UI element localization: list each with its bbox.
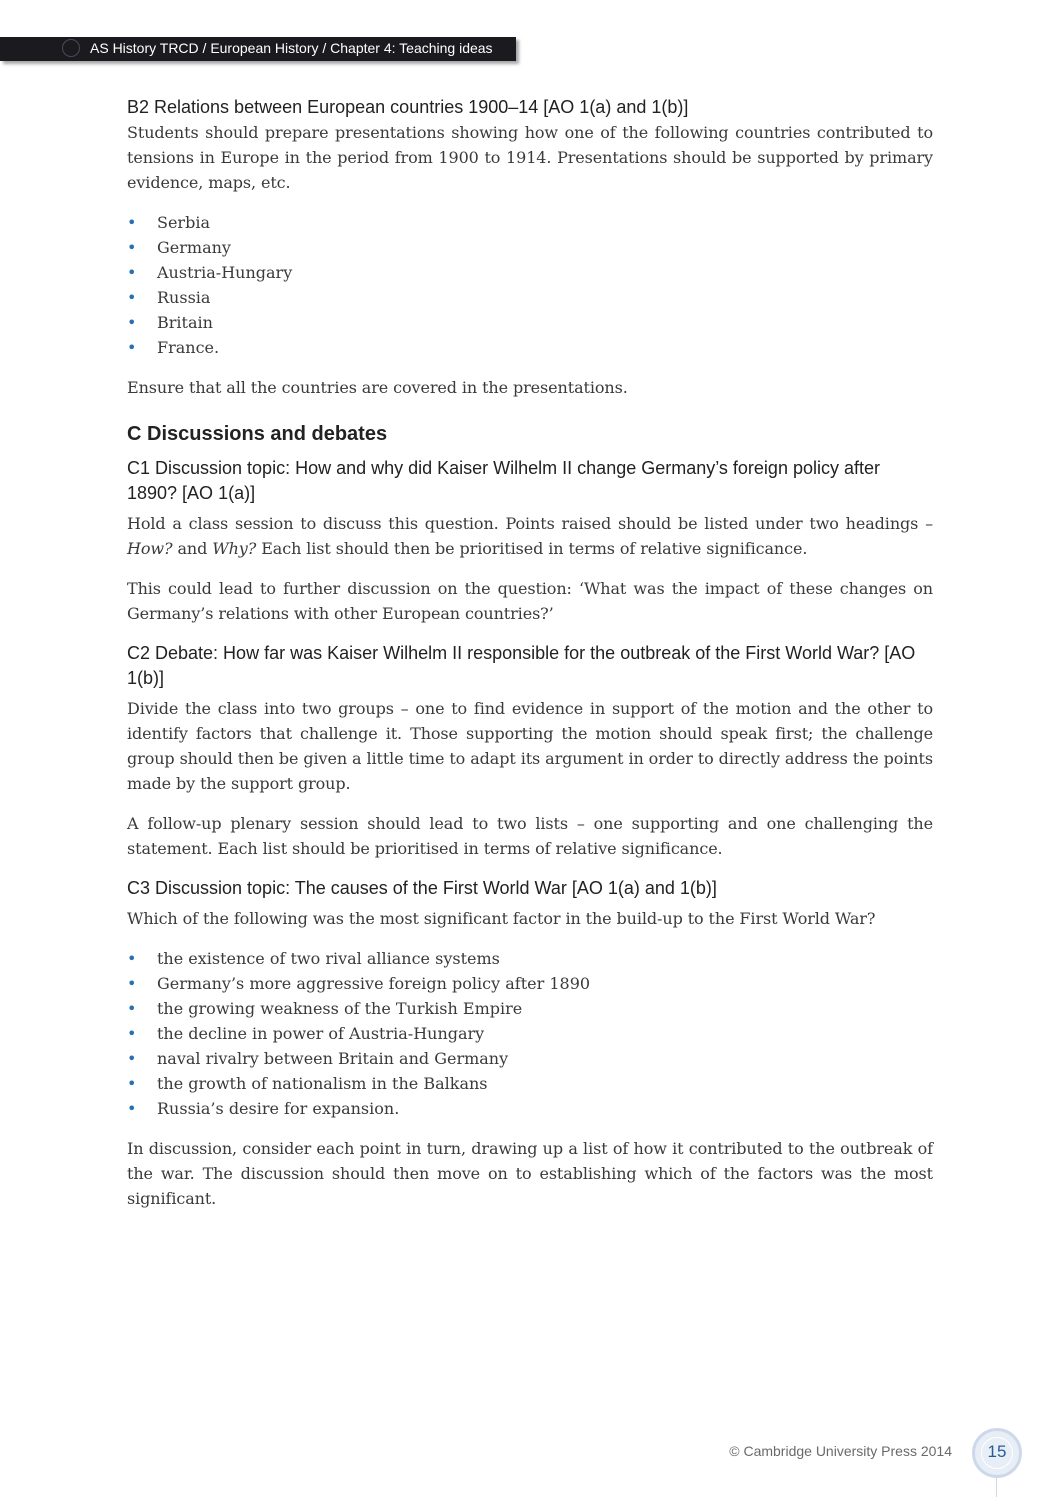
- list-item: • the growing weakness of the Turkish Empire: [127, 996, 933, 1021]
- list-item: • Germany: [127, 235, 933, 260]
- list-item: • naval rivalry between Britain and Germany: [127, 1046, 933, 1071]
- factor-list: [127, 946, 933, 1121]
- badge-divider: [996, 1478, 997, 1497]
- heading-b2: B2 Relations between European countries 1900–14 [AO 1(a) and 1(b)]: [127, 97, 689, 117]
- c1-text-part: Hold a class session to discuss this question. Points raised should be listed under two headings –: [127, 514, 933, 533]
- b2-closing: Ensure that all the countries are covered in the presentations.: [127, 378, 628, 397]
- b2-intro: Students should prepare presentations showing how one of the following countries contributed to tensions in Europe in the period from 1900 to 1914. Presentations should be supported by primary evidence, maps, etc.: [127, 123, 933, 192]
- c1-why-emphasis: Why?: [212, 539, 257, 558]
- c3-intro: Which of the following was the most significant factor in the build-up to the First World War?: [127, 909, 876, 928]
- header-circle-icon: [62, 39, 80, 57]
- c2-paragraph-2: A follow-up plenary session should lead to two lists – one supporting and one challenging the statement. Each list should be prioritised in terms of relative significance.: [127, 814, 933, 858]
- c1-text-part: and: [172, 539, 213, 558]
- heading-c3: C3 Discussion topic: The causes of the First World War [AO 1(a) and 1(b)]: [127, 878, 717, 898]
- list-item: • Russia’s desire for expansion.: [127, 1096, 933, 1121]
- c3-closing: In discussion, consider each point in turn, drawing up a list of how it contributed to the outbreak of the war. The discussion should then move on to establishing which of the factors was the most significant.: [127, 1139, 933, 1208]
- heading-c1: C1 Discussion topic: How and why did Kaiser Wilhelm II change Germany’s foreign policy after 1890? [AO 1(a)]: [127, 458, 880, 503]
- copyright-notice: © Cambridge University Press 2014: [729, 1443, 952, 1459]
- list-item: • Russia: [127, 285, 933, 310]
- heading-section-c: C Discussions and debates: [127, 423, 388, 445]
- page-body: [127, 95, 933, 1211]
- list-item: • the existence of two rival alliance systems: [127, 946, 933, 971]
- c1-text-part: Each list should then be prioritised in terms of relative significance.: [256, 539, 808, 558]
- running-header: [0, 37, 516, 61]
- list-item: • Germany’s more aggressive foreign policy after 1890: [127, 971, 933, 996]
- list-item: • France.: [127, 335, 933, 360]
- breadcrumb: AS History TRCD / European History / Chapter 4: Teaching ideas: [90, 40, 493, 56]
- c1-paragraph-2: This could lead to further discussion on the question: ‘What was the impact of these changes on Germany’s relations with other European countries?’: [127, 579, 933, 623]
- c2-paragraph-1: Divide the class into two groups – one to find evidence in support of the motion and the other to identify factors that challenge it. Those supporting the motion should speak first; the challenge group should then be given a little time to adapt its argument in order to directly address the points made by the support group.: [127, 699, 933, 793]
- list-item: • Serbia: [127, 210, 933, 235]
- list-item: • the growth of nationalism in the Balkans: [127, 1071, 933, 1096]
- list-item: • the decline in power of Austria-Hungary: [127, 1021, 933, 1046]
- page-number-badge: [972, 1428, 1022, 1478]
- heading-c2: C2 Debate: How far was Kaiser Wilhelm II responsible for the outbreak of the First World War? [AO 1(b)]: [127, 643, 916, 688]
- country-list: [127, 210, 933, 360]
- c1-paragraph-1: [127, 511, 933, 561]
- c1-how-emphasis: How?: [127, 539, 173, 558]
- list-item: • Austria-Hungary: [127, 260, 933, 285]
- page-number: 15: [987, 1442, 1007, 1461]
- list-item: • Britain: [127, 310, 933, 335]
